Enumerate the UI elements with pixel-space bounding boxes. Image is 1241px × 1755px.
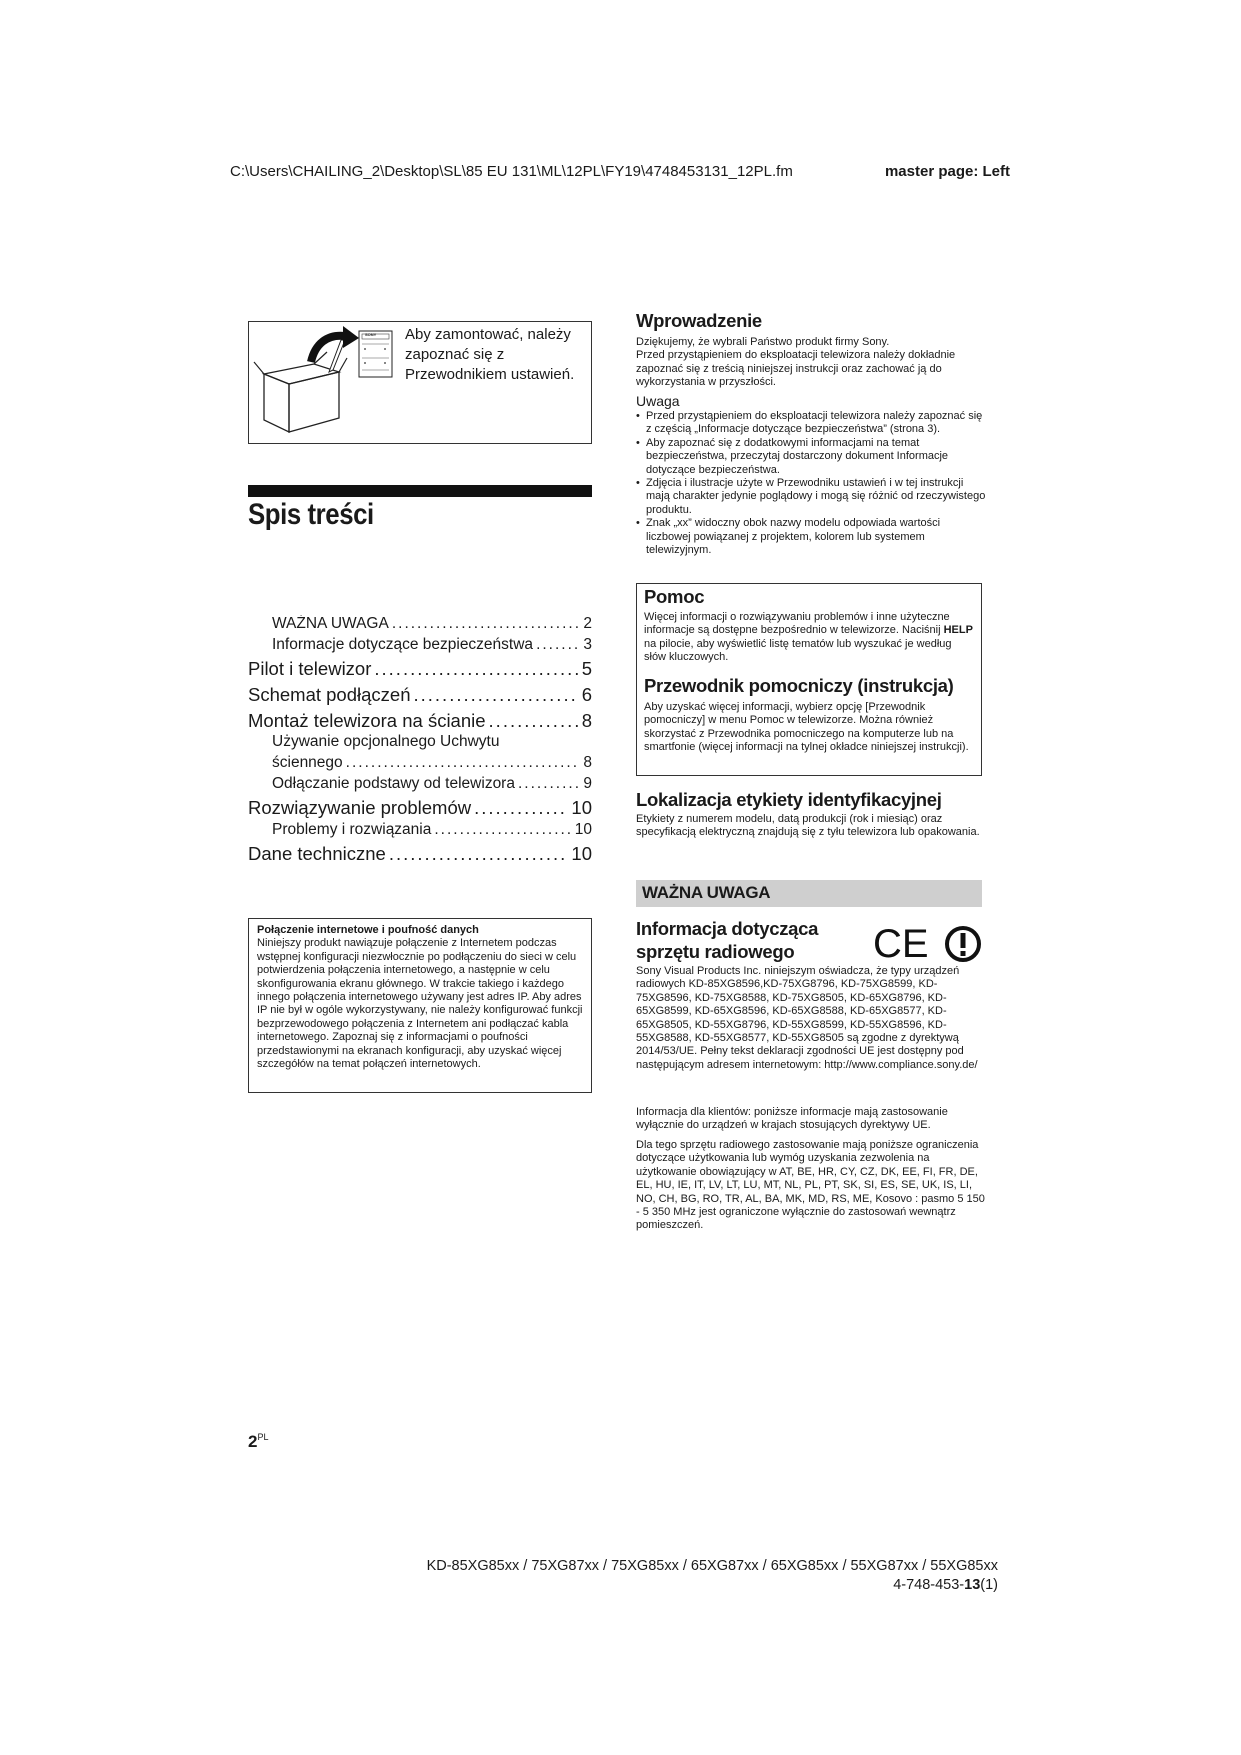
help-text: Więcej informacji o rozwiązywaniu problemów i inne użyteczne informacje są dostępne bezpośrednio w telewizorze. Naciśnij HELP na pilocie, aby wyświetlić listę tematów lub wyszukać je według słów kluczowych. (644, 611, 973, 664)
list-item: • Zdjęcia i ilustracje użyte w Przewodniku ustawień i w tej instrukcji mają charakter jedynie poglądowy i mogą się różnić od rzeczywistego produktu. (636, 477, 986, 517)
restrictions-text: Dla tego sprzętu radiowego zastosowanie mają poniższe ograniczenia dotyczące użytkowania lub wymóg uzyskania zezwolenia na użytkowanie obowiązujący w AT, BE, HR, CY, CZ, DK, EE, FI, FR, DE, EL, HU, IE, IT, LV, LT, LU, MT, NL, PL, PT, SK, SI, ES, SE, UK, IS, LI, NO, CH, BG, RO, TR, AL, BA, MK, MD, RS, ME, Kosovo : pasmo 5 150 - 5 350 MHz jest ograniczone wyłącznie do zastosowań wewnątrz pomieszczeń. (636, 1139, 985, 1232)
toc-entry-label: Schemat podłączeń (248, 684, 411, 705)
ce-mark-text: CE (873, 924, 929, 964)
model-list: KD-85XG85xx / 75XG87xx / 75XG85xx / 65XG87xx / 65XG85xx / 55XG87xx / 55XG85xx (426, 1558, 998, 1574)
privacy-text: Niniejszy produkt nawiązuje połączenie z Internetem podczas wstępnej konfiguracji niezwłocznie po podłączeniu do sieci w celu potwierdzenia połączenia internetowego, a następnie w celu skonfigurowania ekranu głównego. W trakcie takiego i każdego innego połączenia internetowego używany jest adres IP. Aby adres IP nie był w ogóle wykorzystywany, nie należy konfigurować funkcji bezprzewodowego połączenia z Internetem ani podłączać kabla internetowego. Zapoznaj się z informacjami o poufności przedstawionymi na ekranach konfiguracji, aby uzyskać więcej szczegółów na temat połączeń internetowych. (257, 937, 583, 1071)
toc-title-bar (248, 485, 592, 497)
guide-heading: Przewodnik pomocniczy (instrukcja) (644, 675, 954, 696)
toc-entry-page: 10 (574, 821, 592, 838)
toc-entry (272, 821, 592, 839)
toc-entry-page: 10 (571, 797, 592, 818)
toc-entry-label: Montaż telewizora na ścianie (248, 710, 486, 731)
privacy-note-box (248, 918, 592, 1093)
toc-entry (248, 797, 592, 819)
guide-text: Aby uzyskać więcej informacji, wybierz opcję [Przewodnik pomocniczy] w menu Pomoc w telewizorze. Można również skorzystać z Przewodnika pomocniczego na komputerze lub na smartfonie (więcej informacji na tylnej okładce niniejszej instrukcji). (644, 701, 969, 754)
label-location-heading: Lokalizacja etykiety identyfikacyjnej (636, 789, 942, 810)
radio-text: Sony Visual Products Inc. niniejszym oświadcza, że typy urządzeń radiowych KD-85XG8596,KD-75XG8796, KD-75XG8599, KD-75XG8596, KD-75XG8588, KD-75XG8505, KD-65XG8796, KD-65XG8599, KD-65XG8596, KD-65XG8588, KD-65XG8577, KD-65XG8505, KD-55XG8796, KD-55XG8599, KD-55XG8596, KD-55XG8588, KD-55XG8577, KD-55XG8505 są zgodne z dyrektywą 2014/53/UE. Pełny tekst deklaracji zgodności UE jest dostępny pod następującym adresem internetowym: http://www.compliance.sony.de/ (636, 965, 978, 1071)
toc-entry-label: Dane techniczne (248, 843, 386, 864)
toc-entry-label: Rozwiązywanie problemów (248, 797, 472, 818)
toc-entry-page: 9 (583, 775, 592, 792)
toc-entry-label: ściennego (272, 754, 343, 771)
intro-heading: Wprowadzenie (636, 310, 762, 331)
label-location-text: Etykiety z numerem modelu, datą produkcji (rok i miesiąc) oraz specyfikacją elektryczną znajdują się z tyłu telewizora lub opakowania. (636, 813, 980, 839)
clients-text: Informacja dla klientów: poniższe informacje mają zastosowanie wyłącznie do urządzeń w krajach stosujących dyrektywy UE. (636, 1106, 948, 1132)
toc-entry-page: 5 (581, 658, 592, 679)
master-page-label: master page: Left (884, 163, 1010, 180)
toc-entry (272, 775, 592, 793)
list-item: • Przed przystąpieniem do eksploatacji telewizora należy zapoznać się z częścią „Informacje dotyczące bezpieczeństwa” (strona 3). (636, 410, 986, 437)
toc-entry-label: Odłączanie podstawy od telewizora (272, 775, 515, 792)
toc-entry-label: WAŻNA UWAGA (272, 615, 389, 632)
toc-entry-page: 2 (583, 615, 592, 632)
toc-entry-page: 6 (581, 684, 592, 705)
toc-entry-page: 8 (583, 754, 592, 771)
alert-sign-icon (943, 924, 983, 964)
toc-entry-page: 3 (583, 636, 592, 653)
toc-entry-page: 10 (571, 843, 592, 864)
page-number: $2^{PL}$ (248, 1432, 269, 1451)
toc-entry (272, 636, 592, 654)
toc-entry (248, 710, 592, 732)
list-item: • Znak „xx” widoczny obok nazwy modelu odpowiada wartości liczbowej powiązanej z projektem, kolorem lub systemem telewizyjnym. (636, 517, 986, 557)
help-heading: Pomoc (644, 586, 705, 607)
toc-entry-label: Problemy i rozwiązania (272, 821, 432, 838)
document-code: 4-748-453-13(1) (893, 1577, 998, 1593)
toc-entry (248, 658, 592, 680)
booklet-brand: SONY (365, 332, 377, 337)
toc-entry (272, 615, 592, 633)
toc-entry-page: 8 (581, 710, 592, 731)
uwaga-list (636, 410, 986, 557)
radio-heading: Informacja dotycząca sprzętu radiowego (636, 918, 819, 962)
important-notice-heading: WAŻNA UWAGA (642, 883, 771, 902)
toc-entry (272, 754, 592, 772)
toc-entry (248, 843, 592, 865)
toc-entry-label: Informacje dotyczące bezpieczeństwa (272, 636, 534, 653)
privacy-title: Połączenie internetowe i poufność danych (257, 924, 479, 936)
install-note-text: Aby zamontować, należy zapoznać się z Przewodnikiem ustawień. (405, 326, 575, 383)
file-path: C:\Users\CHAILING_2\Desktop\SL\85 EU 131\ML\12PL\FY19\4748453131_12PL.fm (230, 163, 793, 180)
toc-entry (248, 684, 592, 706)
toc-entry-label: Używanie opcjonalnego Uchwytu (272, 733, 500, 750)
toc-title: Spis treści (248, 498, 374, 531)
toc-entry-label: Pilot i telewizor (248, 658, 372, 679)
list-item: • Aby zapoznać się z dodatkowymi informacjami na temat bezpieczeństwa, przeczytaj dostarczony dokument Informacje dotyczące bezpieczeństwa. (636, 437, 986, 477)
uwaga-heading: Uwaga (636, 393, 680, 409)
intro-text: Dziękujemy, że wybrali Państwo produkt firmy Sony. Przed przystąpieniem do eksploatacji telewizora należy dokładnie zapoznać się z treścią niniejszej instrukcji oraz zachować ją do wykorzystania w przyszłości. (636, 336, 956, 389)
ce-mark-icon (873, 924, 929, 964)
toc-entry (272, 733, 592, 751)
